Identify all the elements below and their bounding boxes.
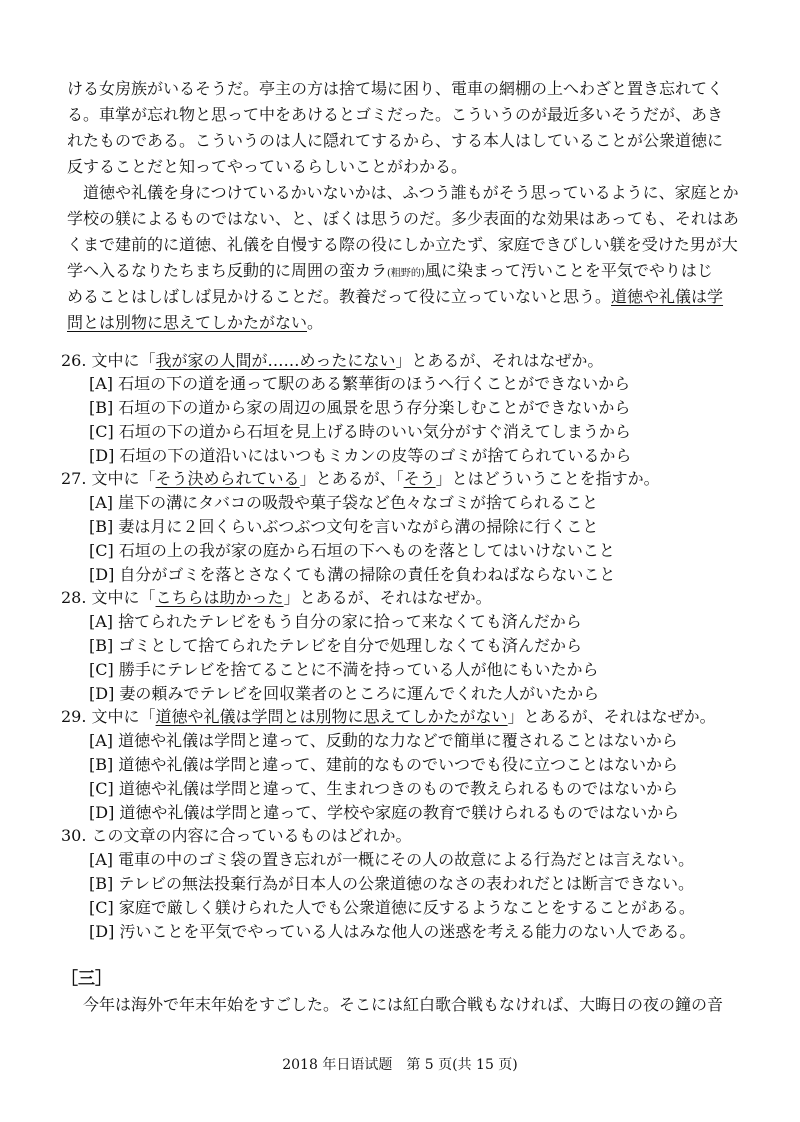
- passage-line: 道徳や礼儀を身につけているかいないかは、ふつう誰もがそう思っているように、家庭とか: [83, 183, 739, 202]
- underlined-text: 道徳や礼儀は学: [611, 287, 724, 306]
- stem-text: 」とはどういうことを指すか。: [435, 469, 660, 488]
- passage-line: [67, 260, 747, 285]
- quoted-text: そう決められている: [155, 469, 300, 488]
- passage-text: 風に染まって汚いことを平気でやりはじ: [424, 261, 713, 280]
- option-c: [C] 石垣の下の道から石垣を見上げる時のいい気分がすぐ消えてしまうから: [89, 422, 631, 441]
- quoted-text: 道徳や礼儀は学問とは別物に思えてしかたがない: [155, 707, 508, 726]
- passage-text: めることはしばしば見かけることだ。教養だって役に立っていないと思う。: [67, 287, 612, 306]
- question-27-stem: [61, 468, 751, 490]
- page-footer: 2018 年日语试题 第 5 页(共 15 页): [282, 1057, 518, 1073]
- option-a: [A] 石垣の下の道を通って駅のある繁華街のほうへ行くことができないから: [89, 374, 631, 393]
- option-b: [B] 道徳や礼儀は学問と違って、建前的なものでいつでも役に立つことはないから: [89, 755, 679, 774]
- question-29-stem: [61, 706, 751, 728]
- quoted-text: そう: [403, 469, 436, 488]
- passage-line: [67, 286, 747, 308]
- passage-line: [67, 312, 747, 334]
- question-30-stem: 30. この文章の内容に合っているものはどれか。: [61, 826, 412, 845]
- option-b: [B] テレビの無法投棄行為が日本人の公衆道徳のなさの表われだとは断言できない。: [89, 874, 695, 893]
- passage-line: 反することだと知ってやっているらしいことがわかる。: [67, 157, 468, 176]
- quoted-text: 我が家の人間が……めったにない: [155, 351, 396, 370]
- option-d: [D] 自分がゴミを落とさなくても溝の掃除の責任を負わねばならないこと: [89, 565, 616, 584]
- option-c: [C] 道徳や礼儀は学問と違って、生まれつきのもので教えられるものではないから: [89, 779, 679, 798]
- option-c: [C] 勝手にテレビを捨てることに不満を持っている人が他にもいたから: [89, 660, 599, 679]
- passage-line: ける女房族がいるそうだ。亭主の方は捨て場に困り、電車の網棚の上へわざと置き忘れてく: [67, 79, 724, 98]
- option-c: [C] 家庭で厳しく躾けられた人でも公衆道徳に反するようなことをすることがある。: [89, 898, 695, 917]
- option-d: [D] 道徳や礼儀は学問と違って、学校や家庭の教育で躾けられるものではないから: [89, 803, 680, 822]
- passage-line: 今年は海外で年末年始をすごした。そこには紅白歌合戦もなければ、大晦日の夜の鐘の音: [83, 995, 724, 1014]
- stem-text: 」とあるが、それはなぜか。: [507, 707, 716, 726]
- passage-line: 学校の躾によるものではない、と、ぼくは思うのだ。多少表面的な効果はあっても、それはあ: [67, 209, 739, 228]
- option-a: [A] 電車の中のゴミ袋の置き忘れが一概にその人の故意による行為だとは言えない。: [89, 850, 695, 869]
- passage-line: くまで建前的に道徳、礼儀を自慢する際の役にしか立たず、家庭できびしい躾を受けた男が大: [67, 235, 738, 254]
- stem-text: 27. 文中に「: [61, 469, 156, 488]
- annotation-note: (粗野的): [387, 268, 425, 279]
- option-d: [D] 汚いことを平気でやっている人はみな他人の迷惑を考える能力のない人である。: [89, 922, 696, 941]
- option-a: [A] 捨てられたテレビをもう自分の家に拾って来なくても済んだから: [89, 612, 582, 631]
- option-c: [C] 石垣の上の我が家の庭から石垣の下へものを落としてはいけないこと: [89, 541, 615, 560]
- option-b: [B] 妻は月に２回くらいぶつぶつ文句を言いながら溝の掃除に行くこと: [89, 517, 599, 536]
- option-a: [A] 崖下の溝にタバコの吸殻や菓子袋など色々なゴミが捨てられること: [89, 493, 598, 512]
- question-28-stem: [61, 587, 751, 609]
- stem-text: 26. 文中に「: [61, 351, 156, 370]
- stem-text: 」とあるが、それはなぜか。: [283, 588, 492, 607]
- underlined-text: 問とは別物に思えてしかたがない: [67, 313, 308, 332]
- passage-line: る。車掌が忘れ物と思って中をあけるとゴミだった。こういうのが最近多いそうだが、あき: [67, 105, 724, 124]
- passage-line: れたものである。こういうのは人に隠れてするから、する本人はしていることが公衆道徳に: [67, 131, 724, 150]
- quoted-text: こちらは助かった: [155, 588, 284, 607]
- option-d: [D] 石垣の下の道沿いにはいつもミカンの皮等のゴミが捨てられているから: [89, 446, 632, 465]
- stem-text: 29. 文中に「: [61, 707, 156, 726]
- option-d: [D] 妻の頼みでテレビを回収業者のところに運んでくれた人がいたから: [89, 684, 600, 703]
- stem-text: 」とあるが、「: [299, 469, 404, 488]
- stem-text: 」とあるが、それはなぜか。: [395, 351, 604, 370]
- stem-text: 28. 文中に「: [61, 588, 156, 607]
- option-a: [A] 道徳や礼儀は学問と違って、反動的な力などで簡単に覆されることはないから: [89, 731, 678, 750]
- option-b: [B] 石垣の下の道から家の周辺の風景を思う存分楽しむことができないから: [89, 398, 631, 417]
- passage-text: 。: [307, 313, 324, 332]
- section-heading: ［三］: [61, 969, 112, 989]
- question-26-stem: [61, 350, 751, 372]
- option-b: [B] ゴミとして捨てられたテレビを自分で処理しなくても済んだから: [89, 636, 583, 655]
- passage-text: 学へ入るなりたちまち反動的に周囲の蛮カラ: [67, 261, 388, 280]
